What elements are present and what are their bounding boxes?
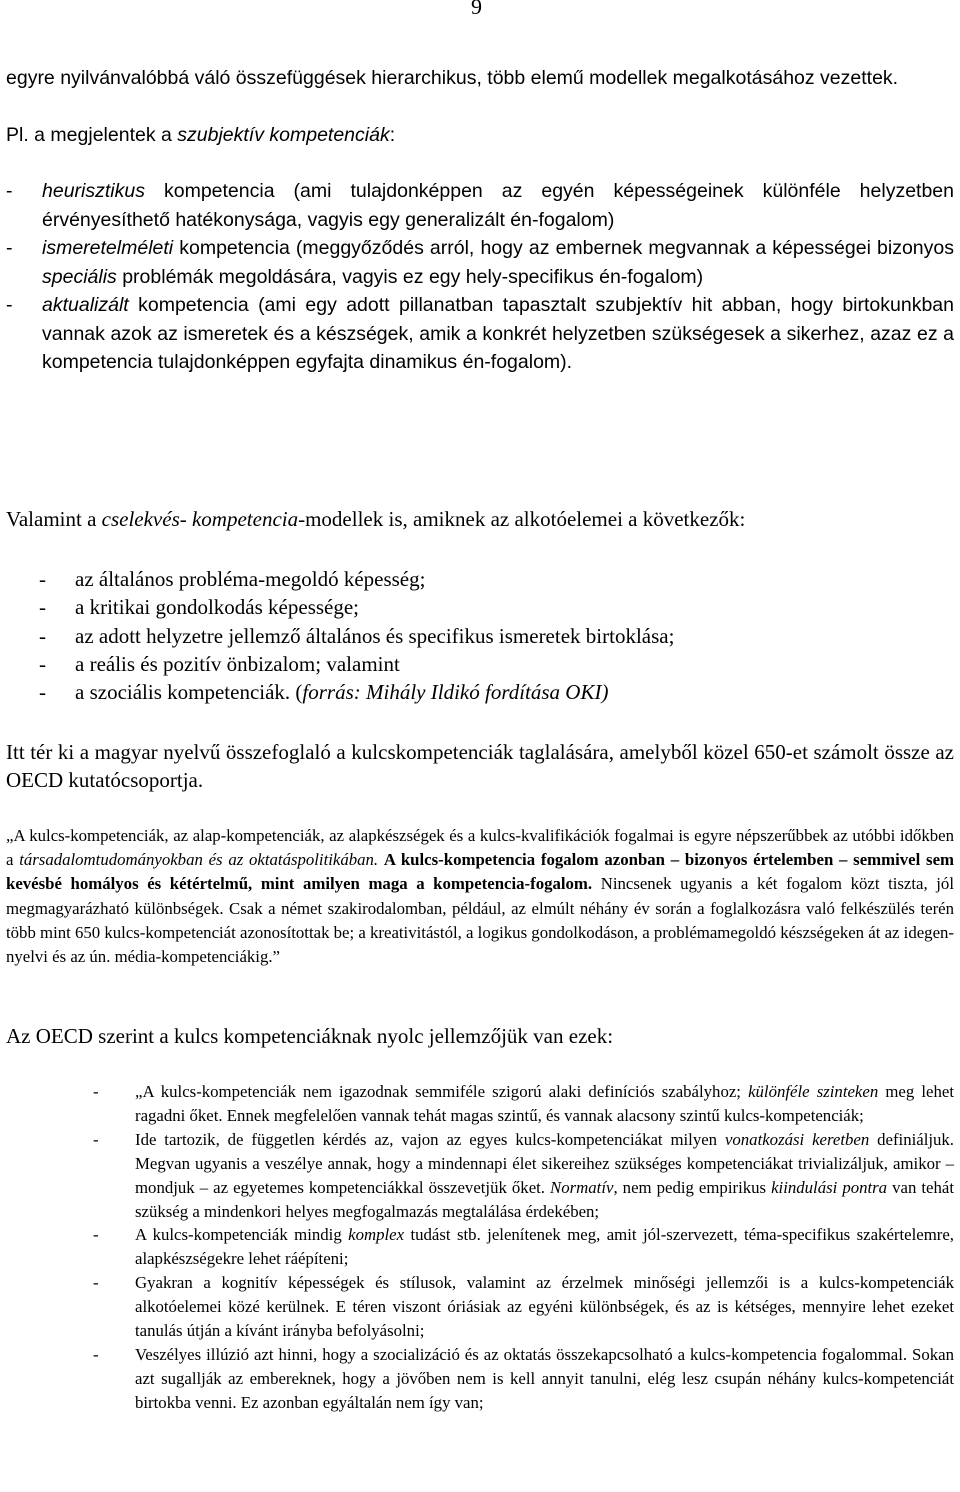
paragraph-action-intro: [6, 505, 954, 533]
emphasis: vonatkozási keretben: [724, 1129, 870, 1149]
dash: • -: [93, 1129, 99, 1149]
paragraph-intro: egyre nyilvánvalóbbá váló összefüggések hierarchikus, több elemű modellek megalkotásához vezettek.: [6, 67, 899, 89]
paragraph-subjective-intro: [6, 121, 954, 150]
text-span: kompetencia (ami egy adott pillanatban tapasztalt szubjektív hit abban, hogy birtokunkban vannak azok az ismeretek és a készségek, amik a konkrét helyzetben szükségesek a sikerhez, azaz ez a kompetencia tulajdonképpen egyfajta dinamikus én-fogalom).: [42, 294, 954, 373]
kulcs-intro-section: [6, 738, 954, 795]
emphasis: Normatív: [550, 1177, 614, 1197]
dash: • -: [93, 1344, 99, 1364]
emphasis: heurisztikus: [42, 180, 145, 202]
text-span: Valamint a: [6, 507, 102, 531]
list-item: [6, 234, 954, 291]
list-item: [6, 1271, 954, 1343]
text-span: az adott helyzetre jellemző általános és specifikus ismeretek birtoklása;: [75, 623, 675, 648]
text-span: Veszélyes illúzió azt hinni, hogy a szocializáció és az oktatás összekapcsolható a kulcs-kompetencia fogalommal. Sokan azt sugallják az embereknek, hogy a jövőben nem is kell annyit tanulni, elég lesz csupán néhány kulcs-kompetenciát birtokba venni. Ez azonban egyáltalán nem így van;: [135, 1344, 954, 1412]
text-span: az általános probléma-megoldó képesség;: [75, 567, 426, 591]
subjective-list: [6, 177, 954, 377]
dash: -: [6, 237, 13, 259]
list-item: [6, 1080, 954, 1128]
text-span: , nem pedig empirikus: [613, 1177, 772, 1197]
emphasis: komplex: [348, 1225, 405, 1245]
paragraph-kulcs-intro: Itt tér ki a magyar nyelvű összefoglaló a kulcskompetenciák taglalására, amelyből közel 650-et számolt össze az OECD kutatócsoportja.: [6, 740, 954, 793]
list-item: [6, 678, 954, 706]
dash: -: [6, 180, 13, 202]
intro-section: [6, 64, 954, 377]
list-item: [6, 565, 954, 593]
dash: • -: [39, 595, 46, 620]
text-span: a szociális kompetenciák.: [75, 680, 296, 705]
list-item: [6, 1223, 954, 1271]
bold-text: A kulcs-kompetencia fogalom azonban – bizonyos értelemben – semmivel sem kevésbé homályos és kétértelmű, mint amilyen maga a kompetencia-fogalom.: [6, 850, 954, 894]
emphasis: speciális: [42, 265, 117, 288]
dash: • -: [93, 1225, 99, 1245]
text-span: :: [389, 123, 396, 146]
dash: -: [6, 294, 13, 316]
text-span: a kritikai gondolkodás képessége;: [75, 595, 360, 620]
emphasis: különféle szinteken: [748, 1082, 879, 1101]
quote-block: [6, 824, 954, 969]
dash: • -: [93, 1082, 99, 1101]
source-citation: forrás: Mihály Ildikó fordítása OKI): [302, 680, 609, 705]
list-item: [6, 177, 954, 234]
emphasis: kiindulási pontra: [771, 1177, 888, 1197]
action-list: [6, 565, 954, 706]
text-span: Nincsenek ugyanis a két fogalom közt tiszta, jól megmagyarázható különbségek. Csak a német szakirodalomban, például, az elmúlt néhány év során a foglalkozásra való felkészülés terén több mint 650 kulcs-kompetenciát azonosítottak be; a kreativitástól, a logikus gondolkodáson, a problémamegoldó készségeken át az idegen-nyelvi és az ún. média-kompetenciákig.”: [6, 874, 954, 967]
text-span: Gyakran a kognitív képességek és stílusok, valamint az érzelmek minőségi jellemzői is a kulcs-kompetenciák alkotóelemei közé kerülnek. E téren viszont óriásiak az egyéni különbségek, és az is kétséges, mennyire lehet ezeket tanulás útján a kívánt irányba befolyásolni;: [135, 1273, 954, 1341]
list-item: [6, 622, 954, 650]
emphasis: szubjektív kompetenciák: [177, 123, 390, 146]
list-item: [6, 1128, 954, 1224]
dash: • -: [39, 623, 46, 648]
text-span: tudást stb. jelenítenek meg, amit jól-szervezett, téma-specifikus szakértelemre, alapkészségekre lehet ráépíteni;: [135, 1225, 954, 1269]
text-span: „A kulcs-kompetenciák nem igazodnak semmiféle szigorú alaki definíciós szabályhoz;: [135, 1082, 749, 1101]
text-span: (: [295, 680, 303, 705]
dash: • -: [39, 651, 46, 676]
text-span: a reális és pozitív önbizalom; valamint: [75, 651, 400, 676]
text-span: problémák megoldására, vagyis ez egy hely-specifikus én-fogalom): [116, 265, 704, 288]
text-span: A kulcs-kompetenciák mindig: [135, 1225, 349, 1245]
list-item: [6, 291, 954, 377]
text-span: -modellek is, amiknek az alkotóelemei a következők:: [298, 507, 746, 531]
text-span: kompetencia (meggyőződés arról, hogy az embernek megvannak a képességei bizonyos: [173, 237, 954, 259]
text-span: Pl. a megjelentek a: [6, 123, 178, 146]
emphasis: aktualizált: [42, 294, 129, 316]
list-item: [6, 593, 954, 621]
emphasis: cselekvés- kompetencia: [101, 507, 299, 531]
text-span: meg lehet ragadni őket. Ennek megfelelően vannak tehát magas szintű, és vannak alacsony szintű kulcs-kompetenciák;: [135, 1082, 954, 1125]
text-span: Ide tartozik, de független kérdés az, vajon az egyes kulcs-kompetenciákat milyen: [135, 1129, 725, 1149]
text-span: van tehát szükség a mindenkori helyes megfogalmazás megtalálása érdekében;: [135, 1177, 954, 1221]
list-item: [6, 1343, 954, 1415]
dash: • -: [93, 1273, 99, 1293]
text-span: definiáljuk. Megvan ugyanis a veszélye annak, hogy a mindennapi élet sikereihez szükséges kompetenciákat trivializáljuk, amikor – mondjuk – az egyetemes kompetenciákkal összevetjük őket.: [135, 1129, 954, 1197]
list-item: [6, 650, 954, 678]
quote-paragraph: [6, 824, 954, 969]
paragraph-oecd-intro: Az OECD szerint a kulcs kompetenciáknak nyolc jellemzőjük van ezek:: [6, 1024, 614, 1048]
emphasis: ismeretelméleti: [42, 237, 174, 259]
page-number: 9: [471, 0, 482, 19]
emphasis: társadalomtudományokban és az oktatáspolitikában.: [19, 850, 379, 870]
oecd-section: [6, 1022, 954, 1050]
oecd-list: [6, 1080, 954, 1415]
dash: • -: [39, 680, 46, 705]
text-span: „A kulcs-kompetenciák, az alap-kompetenciák, az alapkészségek és a kulcs-kvalifikációk fogalmai is egyre népszerűbbek az utóbbi időkben a: [6, 826, 954, 870]
action-competence-section: [6, 505, 954, 533]
dash: • -: [39, 567, 46, 591]
text-span: kompetencia (ami tulajdonképpen az egyén képességeinek különféle helyzetben érvényesíthető hatékonysága, vagyis egy generalizált én-fogalom): [42, 180, 954, 231]
